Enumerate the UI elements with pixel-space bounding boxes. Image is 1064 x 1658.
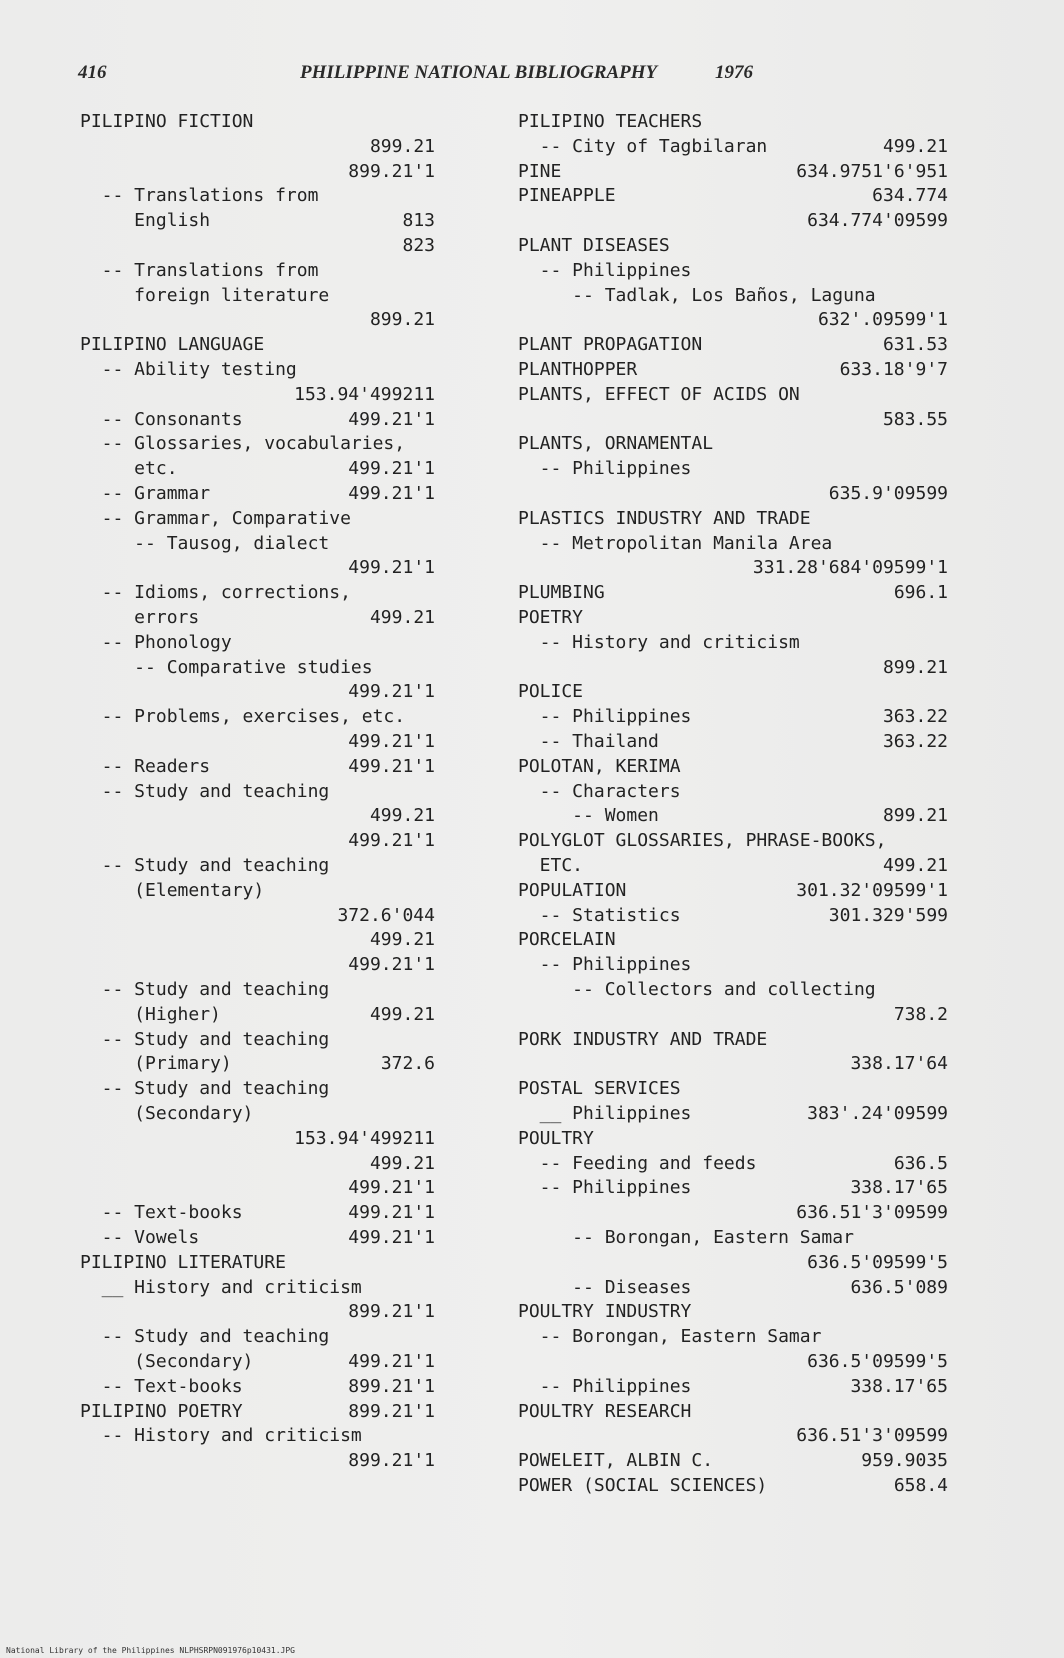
index-subheading: -- Philippines [518,706,692,728]
index-subheading: -- Translations from [80,259,319,281]
class-number: 634.774'09599 [807,210,948,232]
index-subheading: -- Thailand [518,731,659,752]
index-heading: PILIPINO TEACHERS [518,111,703,132]
index-heading: POWELEIT, ALBIN C. [518,1450,714,1472]
class-number: 636.51'3'09599 [796,1202,948,1224]
page-number: 416 [78,62,107,83]
class-number: 634.774 [872,185,948,207]
class-number: 899.21'1 [348,1400,435,1422]
index-heading: PLANTS, ORNAMENTAL [518,433,714,455]
class-number: 499.21'1 [348,731,435,752]
class-number: 636.5'09599'5 [807,1251,948,1273]
class-number: 499.21 [369,1152,435,1174]
class-number: 959.9035 [861,1450,948,1472]
class-number: 338.17'65 [850,1177,948,1199]
index-heading: PLANT PROPAGATION [518,334,703,356]
class-number: 899.21'1 [348,1301,435,1323]
running-year: 1976 [715,62,753,83]
index-heading: POULTRY INDUSTRY [518,1301,692,1323]
index-heading: PLANTS, EFFECT OF ACIDS ON [518,383,800,405]
index-subheading: -- Characters [518,780,681,802]
index-subheading: -- Borongan, Eastern Samar [518,1227,854,1248]
index-subheading: -- Borongan, Eastern Samar [518,1326,822,1348]
index-heading: PILIPINO POETRY [80,1400,243,1422]
index-subheading: -- Glossaries, vocabularies, [80,433,406,455]
class-number: 499.21'1 [348,830,435,852]
class-number: 301.329'599 [828,904,948,926]
index-subheading: -- Problems, exercises, etc. [80,706,406,728]
class-number: 499.21'1 [348,1351,435,1372]
index-subheading: -- Study and teaching [80,780,330,802]
index-heading: foreign literature [80,284,330,306]
index-subheading: -- Comparative studies [80,656,373,678]
index-heading: (Secondary) [80,1103,254,1124]
index-subheading: -- Consonants [80,408,243,430]
class-number: 331.28'684'09599'1 [752,557,948,579]
index-subheading: -- Text-books [80,1202,243,1224]
index-heading: PINEAPPLE [518,185,616,207]
index-heading: POWER (SOCIAL SCIENCES) [518,1475,768,1496]
class-number: 636.51'3'09599 [796,1425,948,1447]
index-heading: PORCELAIN [518,929,616,951]
class-number: 899.21'1 [348,1375,435,1397]
index-heading: POLYGLOT GLOSSARIES, PHRASE-BOOKS, [518,830,887,852]
class-number: 499.21'1 [348,681,435,703]
class-number: 632'.09599'1 [817,309,948,331]
index-subheading: -- Study and teaching [80,1028,330,1050]
class-number: 338.17'64 [850,1053,948,1075]
index-heading: PILIPINO LITERATURE [80,1251,286,1273]
index-subheading: -- Study and teaching [80,979,330,1000]
index-subheading: -- Ability testing [80,359,297,380]
class-number: 899.21 [369,135,435,157]
index-subheading: -- Philippines [518,1375,692,1397]
class-number: 499.21'1 [348,1202,435,1224]
class-number: 738.2 [893,1003,948,1025]
index-subheading: -- Study and teaching [80,1078,330,1100]
class-number: 499.21 [369,929,435,951]
index-subheading: -- Text-books [80,1375,243,1397]
class-number: 153.94'499211 [294,383,435,405]
index-subheading: -- History and criticism [80,1425,362,1447]
index-heading: POLOTAN, KERIMA [518,755,681,777]
index-heading: POULTRY [518,1127,594,1149]
class-number: 372.6'044 [337,904,435,926]
class-number: 636.5 [893,1152,948,1174]
index-subheading: __ History and criticism [80,1276,362,1298]
index-subheading: -- Philippines [518,954,692,976]
class-number: 823 [402,235,435,256]
index-subheading: -- Philippines [518,458,692,480]
class-number: 499.21'1 [348,458,435,480]
class-number: 499.21'1 [348,557,435,579]
class-number: 301.32'09599'1 [796,879,948,901]
class-number: 363.22 [882,731,948,752]
index-subheading: -- Philippines [518,1177,692,1199]
index-subheading: -- Phonology [80,631,232,653]
class-number: 499.21'1 [348,483,435,504]
class-number: 499.21 [882,135,948,157]
class-number: 583.55 [882,408,948,430]
class-number: 636.5'089 [850,1276,948,1298]
index-heading: POETRY [518,607,584,628]
index-heading: PLANTHOPPER [518,359,638,380]
index-subheading: -- Grammar [80,483,211,504]
index-heading: POSTAL SERVICES [518,1078,681,1100]
class-number: 899.21'1 [348,160,435,182]
class-number: 499.21 [369,805,435,827]
class-number: 899.21 [369,309,435,331]
class-number: 499.21 [369,1003,435,1025]
index-subheading: -- Tadlak, Los Baños, Laguna [518,284,876,306]
index-subheading: -- Grammar, Comparative [80,507,351,529]
index-heading: (Secondary) [80,1351,254,1372]
index-heading: PINE [518,160,562,182]
running-title: PHILIPPINE NATIONAL BIBLIOGRAPHY [300,62,658,83]
scan-footer: National Library of the Philippines NLPHSRPN091976p10431.JPG [6,1646,295,1655]
index-heading: etc. [80,458,178,480]
class-number: 636.5'09599'5 [807,1351,948,1372]
index-heading: (Primary) [80,1053,232,1075]
index-heading: errors [80,607,200,628]
class-number: 631.53 [882,334,948,356]
class-number: 633.18'9'7 [839,359,948,380]
index-subheading: -- Statistics [518,904,681,926]
class-number: 658.4 [893,1475,948,1496]
index-heading: POLICE [518,681,584,703]
index-subheading: -- Women [518,805,659,827]
index-subheading: -- Philippines [518,259,692,281]
class-number: 499.21 [369,607,435,628]
class-number: 499.21 [882,855,948,876]
class-number: 635.9'09599 [828,483,948,504]
class-number: 338.17'65 [850,1375,948,1397]
class-number: 499.21'1 [348,755,435,777]
index-heading: POULTRY RESEARCH [518,1400,692,1422]
index-heading: PLUMBING [518,582,605,604]
index-subheading: -- Idioms, corrections, [80,582,351,604]
class-number: 363.22 [882,706,948,728]
index-subheading: __ Philippines [518,1103,692,1124]
index-subheading: -- Translations from [80,185,319,207]
class-number: 899.21 [882,656,948,678]
index-subheading: -- Diseases [518,1276,692,1298]
index-heading: English [80,210,211,232]
index-subheading: -- History and criticism [518,631,800,653]
index-subheading: -- Tausog, dialect [80,532,330,554]
class-number: 813 [402,210,435,232]
class-number: 499.21'1 [348,954,435,976]
index-subheading: -- Metropolitan Manila Area [518,532,833,554]
index-heading: (Higher) [80,1003,221,1025]
index-subheading: -- City of Tagbilaran [518,135,768,157]
index-heading: PILIPINO LANGUAGE [80,334,265,356]
index-subheading: -- Vowels [80,1227,200,1248]
index-heading: PILIPINO FICTION [80,111,254,132]
index-heading: PLANT DISEASES [518,235,670,256]
class-number: 499.21'1 [348,408,435,430]
index-subheading: -- Study and teaching [80,1326,330,1348]
index-subheading: -- Feeding and feeds [518,1152,757,1174]
class-number: 372.6 [380,1053,435,1075]
index-heading: (Elementary) [80,879,265,901]
index-heading: ETC. [518,855,584,876]
class-number: 499.21'1 [348,1227,435,1248]
class-number: 899.21'1 [348,1450,435,1472]
index-subheading: -- Readers [80,755,211,777]
class-number: 153.94'499211 [294,1127,435,1149]
class-number: 383'.24'09599 [807,1103,948,1124]
class-number: 696.1 [893,582,948,604]
index-heading: PLASTICS INDUSTRY AND TRADE [518,507,811,529]
index-heading: POPULATION [518,879,627,901]
class-number: 499.21'1 [348,1177,435,1199]
class-number: 634.9751'6'951 [796,160,948,182]
index-subheading: -- Collectors and collecting [518,979,876,1000]
index-subheading: -- Study and teaching [80,855,330,876]
class-number: 899.21 [882,805,948,827]
index-heading: PORK INDUSTRY AND TRADE [518,1028,768,1050]
